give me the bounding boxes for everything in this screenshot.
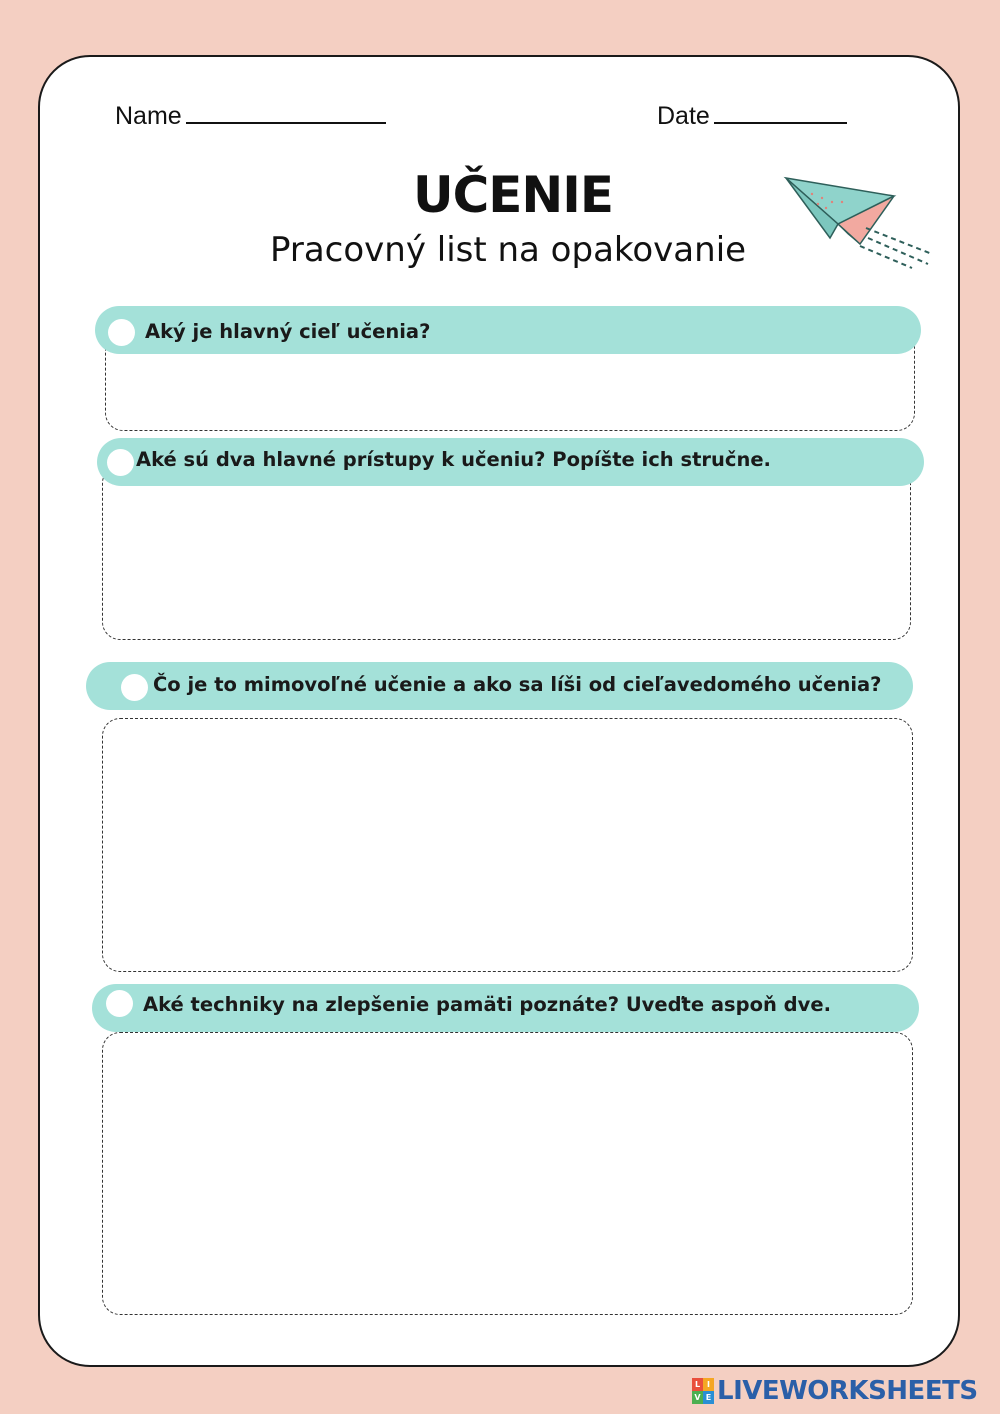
date-input-line[interactable]	[714, 100, 847, 124]
page-title: UČENIE	[412, 166, 614, 224]
paper-plane-icon	[782, 172, 938, 272]
name-input-line[interactable]	[186, 100, 386, 124]
answer-box-3[interactable]	[102, 718, 913, 972]
question-bullet-3	[121, 674, 148, 701]
answer-box-2[interactable]	[102, 465, 911, 640]
question-text-2: Aké sú dva hlavné prístupy k učeniu? Popíšte ich stručne.	[136, 448, 771, 471]
answer-box-4[interactable]	[102, 1032, 913, 1315]
logo-letter-i: I	[703, 1378, 714, 1391]
question-text-1: Aký je hlavný cieľ učenia?	[145, 320, 431, 343]
logo-letter-e: E	[703, 1391, 714, 1404]
name-field	[115, 100, 386, 131]
date-field	[657, 100, 847, 131]
question-bullet-2	[107, 449, 134, 476]
page-subtitle: Pracovný list na opakovanie	[269, 230, 747, 270]
liveworksheets-logo-icon	[692, 1378, 714, 1404]
question-bullet-1	[108, 319, 135, 346]
name-label: Name	[115, 102, 182, 130]
question-bullet-4	[106, 990, 133, 1017]
liveworksheets-footer[interactable]	[692, 1374, 978, 1408]
liveworksheets-brand: LIVEWORKSHEETS	[717, 1376, 978, 1406]
logo-letter-l: L	[692, 1378, 703, 1391]
logo-letter-v: V	[692, 1391, 703, 1404]
question-text-3: Čo je to mimovoľné učenie a ako sa líši od cieľavedomého učenia?	[153, 673, 882, 696]
date-label: Date	[657, 102, 710, 130]
question-text-4: Aké techniky na zlepšenie pamäti poznáte? Uveďte aspoň dve.	[143, 993, 831, 1016]
